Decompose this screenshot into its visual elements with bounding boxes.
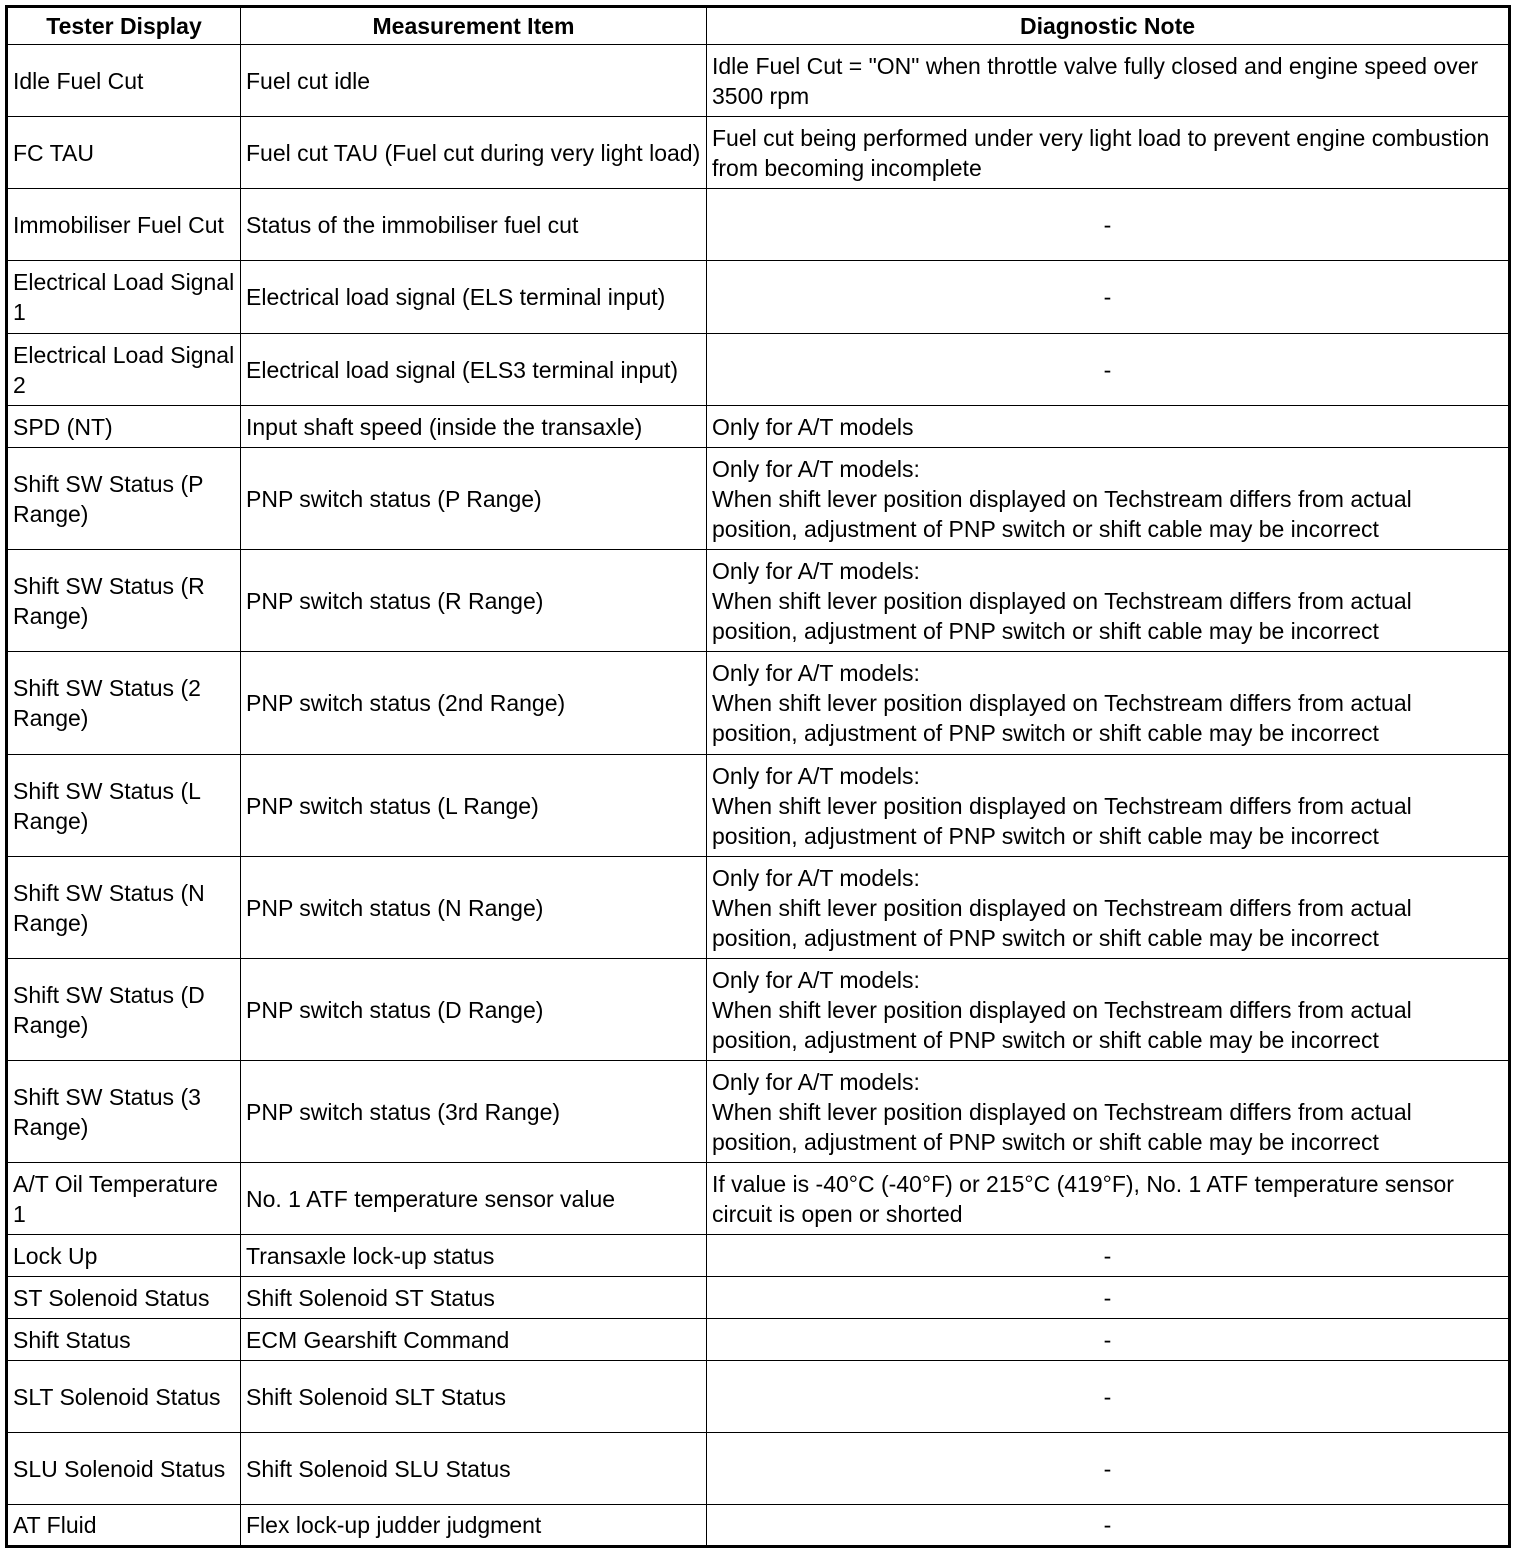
data-list-table xyxy=(5,5,1511,1548)
header-row xyxy=(7,7,1510,45)
cell-diagnostic-note xyxy=(707,1061,1510,1163)
table-row xyxy=(7,117,1510,189)
note-line: - xyxy=(1103,356,1112,383)
cell-tester-display: Shift SW Status (2 Range) xyxy=(7,652,241,755)
table-row xyxy=(7,1163,1510,1235)
table-row xyxy=(7,261,1510,334)
cell-tester-display: SPD (NT) xyxy=(7,406,241,448)
header-diagnostic-note: Diagnostic Note xyxy=(707,7,1510,45)
cell-tester-display: Idle Fuel Cut xyxy=(7,45,241,117)
cell-diagnostic-note xyxy=(707,755,1510,857)
table-body xyxy=(7,45,1510,1547)
cell-tester-display: AT Fluid xyxy=(7,1505,241,1547)
note-line: Only for A/T models: xyxy=(712,966,920,993)
table-row xyxy=(7,189,1510,261)
note-line: Only for A/T models: xyxy=(712,762,920,789)
cell-tester-display: Shift SW Status (L Range) xyxy=(7,755,241,857)
cell-measurement-item: Shift Solenoid SLU Status xyxy=(241,1433,707,1505)
table-row xyxy=(7,1277,1510,1319)
note-line: - xyxy=(1103,1242,1112,1269)
note-line: When shift lever position displayed on Techstream differs from actual position, adjustment of PNP switch or shift cable may be incorrect xyxy=(712,792,1412,849)
cell-measurement-item: Flex lock-up judder judgment xyxy=(241,1505,707,1547)
cell-measurement-item: Electrical load signal (ELS terminal input) xyxy=(241,261,707,334)
cell-diagnostic-note xyxy=(707,1433,1510,1505)
cell-measurement-item: Shift Solenoid SLT Status xyxy=(241,1361,707,1433)
note-line: Only for A/T models: xyxy=(712,864,920,891)
cell-diagnostic-note xyxy=(707,1505,1510,1547)
cell-diagnostic-note xyxy=(707,1361,1510,1433)
cell-diagnostic-note xyxy=(707,1235,1510,1277)
cell-measurement-item: PNP switch status (P Range) xyxy=(241,448,707,550)
note-line: Fuel cut being performed under very light load to prevent engine combustion from becoming incomplete xyxy=(712,124,1490,181)
note-line: Only for A/T models: xyxy=(712,660,920,686)
table-row xyxy=(7,1361,1510,1433)
cell-tester-display: Shift Status xyxy=(7,1319,241,1361)
cell-measurement-item: No. 1 ATF temperature sensor value xyxy=(241,1163,707,1235)
cell-tester-display: Electrical Load Signal 2 xyxy=(7,334,241,406)
table-row xyxy=(7,1061,1510,1163)
note-line: When shift lever position displayed on Techstream differs from actual position, adjustment of PNP switch or shift cable may be incorrect xyxy=(712,1098,1412,1155)
table-row xyxy=(7,755,1510,857)
cell-measurement-item: Fuel cut idle xyxy=(241,45,707,117)
table-row xyxy=(7,959,1510,1061)
header-measurement-item: Measurement Item xyxy=(241,7,707,45)
table-row xyxy=(7,45,1510,117)
note-line: Only for A/T models: xyxy=(712,455,920,482)
cell-measurement-item: Fuel cut TAU (Fuel cut during very light load) xyxy=(241,117,707,189)
cell-measurement-item: PNP switch status (L Range) xyxy=(241,755,707,857)
cell-diagnostic-note xyxy=(707,1277,1510,1319)
note-line: If value is -40°C (-40°F) or 215°C (419°F), No. 1 ATF temperature sensor circuit is open or shorted xyxy=(712,1170,1454,1227)
cell-measurement-item: PNP switch status (3rd Range) xyxy=(241,1061,707,1163)
cell-measurement-item: PNP switch status (R Range) xyxy=(241,550,707,652)
note-line: Only for A/T models: xyxy=(712,557,920,584)
cell-diagnostic-note xyxy=(707,45,1510,117)
cell-tester-display: SLU Solenoid Status xyxy=(7,1433,241,1505)
note-line: When shift lever position displayed on Techstream differs from actual position, adjustment of PNP switch or shift cable may be incorrect xyxy=(712,894,1412,951)
cell-tester-display: Lock Up xyxy=(7,1235,241,1277)
cell-diagnostic-note xyxy=(707,448,1510,550)
note-line: - xyxy=(1103,211,1112,238)
note-line: - xyxy=(1103,1512,1112,1538)
cell-tester-display: Shift SW Status (R Range) xyxy=(7,550,241,652)
cell-tester-display: SLT Solenoid Status xyxy=(7,1361,241,1433)
cell-measurement-item: PNP switch status (2nd Range) xyxy=(241,652,707,755)
cell-measurement-item: PNP switch status (N Range) xyxy=(241,857,707,959)
cell-diagnostic-note xyxy=(707,334,1510,406)
cell-measurement-item: Electrical load signal (ELS3 terminal input) xyxy=(241,334,707,406)
cell-diagnostic-note xyxy=(707,652,1510,755)
table-row xyxy=(7,334,1510,406)
note-line: When shift lever position displayed on Techstream differs from actual position, adjustment of PNP switch or shift cable may be incorrect xyxy=(712,996,1412,1053)
cell-diagnostic-note xyxy=(707,261,1510,334)
note-line: - xyxy=(1103,284,1112,310)
cell-tester-display: Shift SW Status (D Range) xyxy=(7,959,241,1061)
note-line: Idle Fuel Cut = "ON" when throttle valve fully closed and engine speed over 3500 rpm xyxy=(712,52,1479,109)
table-row xyxy=(7,406,1510,448)
cell-measurement-item: Status of the immobiliser fuel cut xyxy=(241,189,707,261)
cell-measurement-item: PNP switch status (D Range) xyxy=(241,959,707,1061)
note-line: Only for A/T models xyxy=(712,413,914,440)
table-row xyxy=(7,1235,1510,1277)
cell-diagnostic-note xyxy=(707,857,1510,959)
note-line: - xyxy=(1103,1326,1112,1353)
cell-diagnostic-note xyxy=(707,1163,1510,1235)
cell-tester-display: A/T Oil Temperature 1 xyxy=(7,1163,241,1235)
cell-measurement-item: ECM Gearshift Command xyxy=(241,1319,707,1361)
cell-tester-display: ST Solenoid Status xyxy=(7,1277,241,1319)
cell-tester-display: Shift SW Status (3 Range) xyxy=(7,1061,241,1163)
cell-diagnostic-note xyxy=(707,959,1510,1061)
cell-diagnostic-note xyxy=(707,1319,1510,1361)
note-line: Only for A/T models: xyxy=(712,1068,920,1095)
cell-tester-display: Shift SW Status (N Range) xyxy=(7,857,241,959)
cell-tester-display: FC TAU xyxy=(7,117,241,189)
table-row xyxy=(7,1505,1510,1547)
note-line: When shift lever position displayed on Techstream differs from actual position, adjustment of PNP switch or shift cable may be incorrect xyxy=(712,587,1412,644)
table-row xyxy=(7,1433,1510,1505)
header-tester-display: Tester Display xyxy=(7,7,241,45)
table-row xyxy=(7,448,1510,550)
cell-diagnostic-note xyxy=(707,406,1510,448)
cell-tester-display: Immobiliser Fuel Cut xyxy=(7,189,241,261)
table-row xyxy=(7,550,1510,652)
table-row xyxy=(7,857,1510,959)
cell-measurement-item: Input shaft speed (inside the transaxle) xyxy=(241,406,707,448)
note-line: When shift lever position displayed on Techstream differs from actual position, adjustment of PNP switch or shift cable may be incorrect xyxy=(712,485,1412,542)
cell-measurement-item: Shift Solenoid ST Status xyxy=(241,1277,707,1319)
table-header xyxy=(7,7,1510,45)
cell-measurement-item: Transaxle lock-up status xyxy=(241,1235,707,1277)
note-line: - xyxy=(1103,1383,1112,1410)
note-line: - xyxy=(1103,1284,1112,1311)
cell-diagnostic-note xyxy=(707,550,1510,652)
cell-diagnostic-note xyxy=(707,117,1510,189)
note-line: - xyxy=(1103,1455,1112,1482)
cell-diagnostic-note xyxy=(707,189,1510,261)
table-row xyxy=(7,1319,1510,1361)
table-row xyxy=(7,652,1510,755)
note-line: When shift lever position displayed on Techstream differs from actual position, adjustment of PNP switch or shift cable may be incorrect xyxy=(712,690,1412,746)
cell-tester-display: Electrical Load Signal 1 xyxy=(7,261,241,334)
cell-tester-display: Shift SW Status (P Range) xyxy=(7,448,241,550)
